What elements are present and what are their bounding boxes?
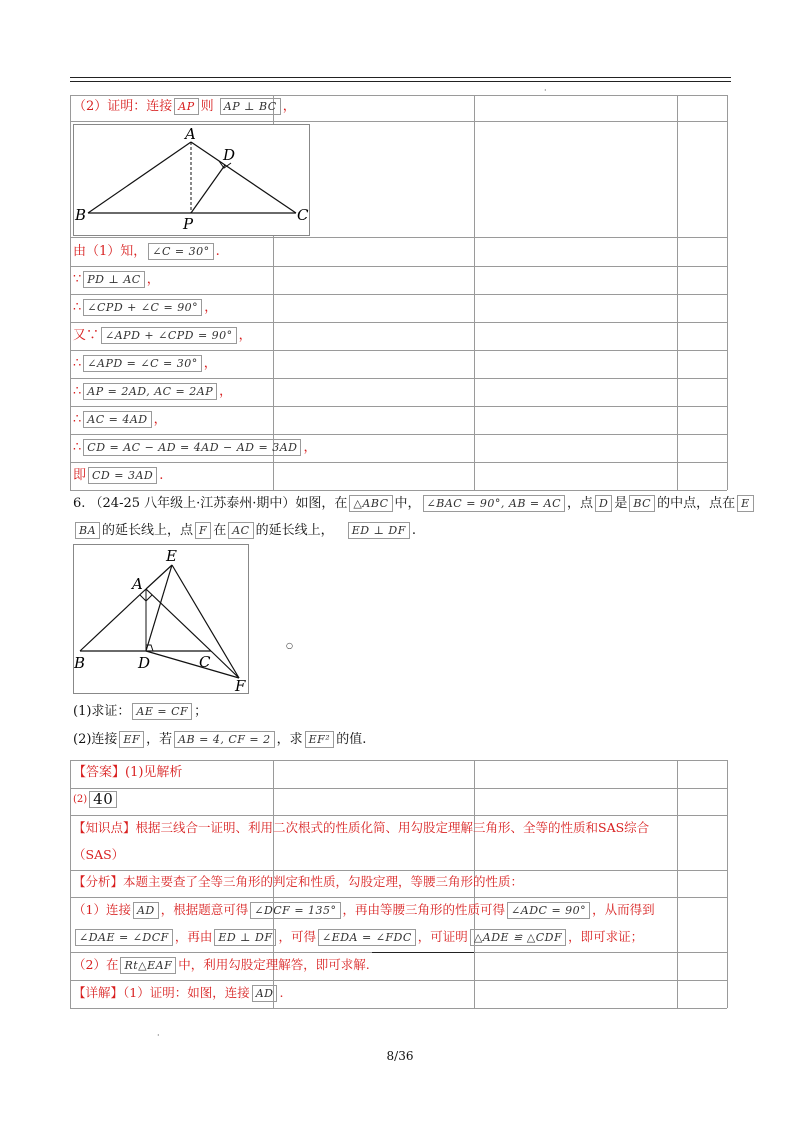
label-E: E: [166, 547, 177, 565]
proof-step-6: ∴ AP = 2AD, AC = 2AP ，: [73, 384, 233, 399]
label-C: C: [297, 206, 309, 224]
formula-box: Rt△EAF: [120, 957, 176, 974]
label-P: P: [183, 215, 194, 233]
triangle-figure-2: [73, 544, 249, 694]
proof-step-8: ∴ CD = AC − AD = 4AD − AD = 3AD ，: [73, 440, 317, 455]
formula-box: ∠APD + ∠CPD = 90°: [101, 327, 237, 344]
detail-line: 【详解】（1）证明：如图，连接 AD .: [73, 985, 284, 1000]
question-6-part-1: (1)求证： AE = CF ；: [73, 704, 208, 719]
label-C: C: [199, 653, 211, 671]
formula-box: ∠APD = ∠C = 30°: [83, 355, 201, 372]
triangle-abc-apd-diagram: [74, 125, 309, 235]
question-6-line-1: 6. （24-25 八年级上·江苏泰州·期中）如图，在 △ABC 中， ∠BAC = 90°, AB = AC ，点 D 是 BC 的中点，点在 E: [73, 495, 756, 513]
stray-dot: ·: [157, 1031, 160, 1040]
formula-box: AP = 2AD, AC = 2AP: [83, 383, 217, 400]
label-B: B: [74, 654, 86, 672]
stray-dot: ·: [544, 86, 547, 95]
answer-line: 【答案】(1)见解析: [73, 765, 183, 780]
formula-box: D: [595, 495, 612, 512]
formula-box: AC: [228, 522, 253, 539]
formula-box: EF²: [305, 731, 335, 748]
formula-box: E: [737, 495, 754, 512]
formula-box: AP: [174, 98, 198, 115]
stray-dot: ○: [286, 641, 293, 650]
triangle-figure-1: [73, 124, 310, 236]
answer-value-box: 40: [89, 791, 117, 808]
formula-box: ∠DAE = ∠DCF: [75, 929, 173, 946]
label-A: A: [132, 575, 143, 593]
header-rule-thin: [70, 81, 731, 82]
formula-box: EF: [119, 731, 144, 748]
formula-box: ∠C = 30°: [148, 243, 213, 260]
question-6-part-2: (2)连接 EF ，若 AB = 4, CF = 2 ，求 EF² 的值.: [73, 732, 367, 747]
formula-box: ED ⊥ DF: [214, 929, 276, 946]
formula-box: ∠CPD + ∠C = 90°: [83, 299, 202, 316]
formula-box: BC: [629, 495, 655, 512]
proof-intro: （2）证明：连接 AP 则 AP ⊥ BC ，: [73, 99, 296, 114]
formula-box: F: [195, 522, 211, 539]
analysis-part-1-line-2: ∠DAE = ∠DCF ，再由 ED ⊥ DF ，可得 ∠EDA = ∠FDC ，可证明 △ADE ≌ △CDF ，即可求证；: [73, 928, 643, 946]
label-D: D: [138, 654, 151, 672]
triangle-abc-def-diagram: [74, 545, 248, 693]
formula-box: ∠DCF = 135°: [250, 902, 340, 919]
label-A: A: [185, 125, 196, 143]
formula-box: △ADE ≌ △CDF: [470, 929, 566, 946]
formula-box: AB = 4, CF = 2: [174, 731, 275, 748]
formula-box: AC = 4AD: [83, 411, 151, 428]
proof-step-3: ∴ ∠CPD + ∠C = 90° ，: [73, 300, 218, 315]
analysis-part-1-line-1: （1）连接 AD ，根据题意可得 ∠DCF = 135° ，再由等腰三角形的性质可得 ∠ADC = 90° ，从而得到: [73, 902, 655, 917]
proof-step-7: ∴ AC = 4AD ，: [73, 412, 167, 427]
formula-box: BA: [75, 522, 100, 539]
label-F: F: [235, 677, 246, 693]
proof-step-5: ∴ ∠APD = ∠C = 30° ，: [73, 356, 217, 371]
formula-box: ∠EDA = ∠FDC: [318, 929, 416, 946]
formula-box: △ABC: [349, 495, 392, 512]
formula-box: AD: [252, 985, 278, 1002]
question-6-line-2: BA 的延长线上，点 F 在 AC 的延长线上， ED ⊥ DF .: [73, 522, 416, 540]
label-D: D: [223, 146, 236, 164]
formula-box: AP ⊥ BC: [220, 98, 281, 115]
proof-step-1: 由（1）知， ∠C = 30° .: [73, 244, 220, 259]
formula-box: PD ⊥ AC: [83, 271, 144, 288]
proof-step-4: 又∵ ∠APD + ∠CPD = 90° ，: [73, 328, 252, 343]
formula-box: AD: [133, 902, 159, 919]
formula-box: ∠ADC = 90°: [507, 902, 590, 919]
analysis-line: 【分析】本题主要查了全等三角形的判定和性质，勾股定理，等腰三角形的性质：: [73, 874, 524, 889]
page-number: 8/36: [386, 1049, 414, 1063]
knowledge-line-1: 【知识点】根据三线合一证明、利用二次根式的性质化简、用勾股定理解三角形、全等的性质和SAS综合: [73, 820, 650, 835]
formula-box: ∠BAC = 90°, AB = AC: [423, 495, 565, 512]
formula-box: CD = AC − AD = 4AD − AD = 3AD: [83, 439, 301, 456]
analysis-part-2: （2）在 Rt△EAF 中，利用勾股定理解答，即可求解.: [73, 957, 370, 972]
knowledge-line-2: （SAS）: [73, 847, 125, 862]
header-rule-thick: [70, 77, 731, 78]
answer-part-2: $^{(2)}$ 40: [73, 791, 119, 809]
formula-box: AE = CF: [132, 703, 192, 720]
formula-box: CD = 3AD: [88, 467, 157, 484]
label-B: B: [75, 206, 87, 224]
proof-step-2: ∵ PD ⊥ AC ，: [73, 272, 160, 287]
proof-step-9: 即 CD = 3AD .: [73, 468, 164, 483]
formula-box: ED ⊥ DF: [348, 522, 410, 539]
